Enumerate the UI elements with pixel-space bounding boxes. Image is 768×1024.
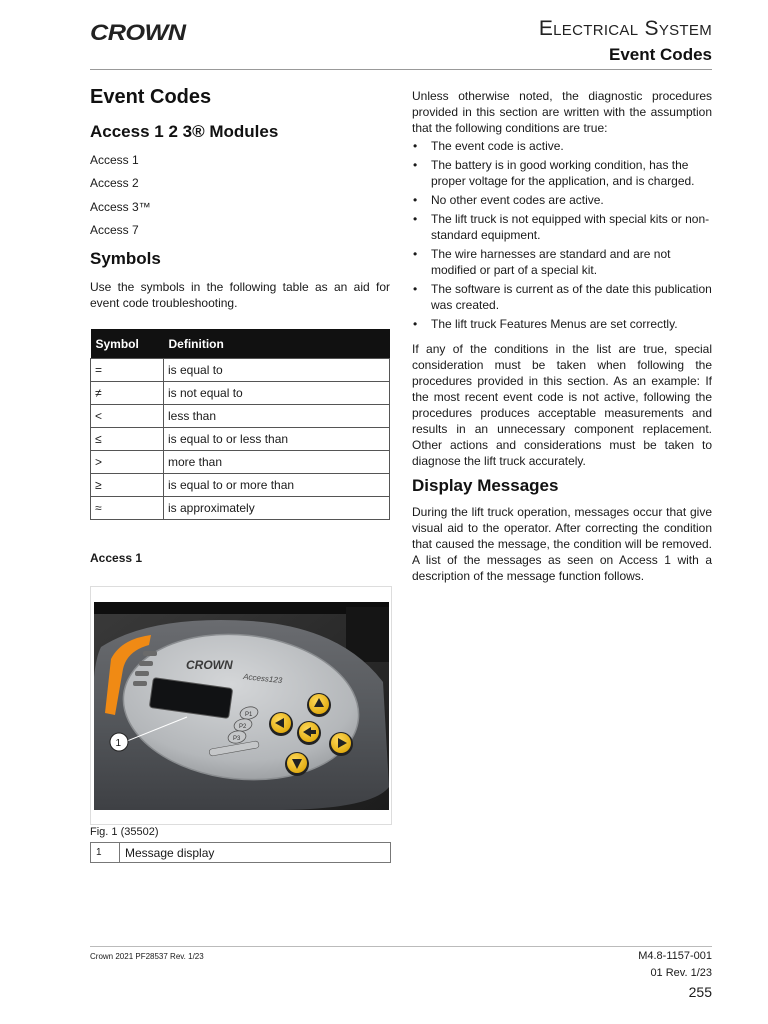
- panel-brand-text: Access123: [242, 672, 283, 686]
- assumptions-intro: Unless otherwise noted, the diagnostic procedures provided in this section are written with the assumption that the following conditions are true:: [412, 89, 712, 135]
- list-item: Access 3™: [90, 199, 151, 214]
- access1-panel-photo: [91, 587, 391, 824]
- list-item: • The lift truck Features Menus are set correctly.: [412, 316, 712, 332]
- definition-cell: is equal to or less than: [164, 428, 390, 451]
- figure-section-heading: Access 1: [90, 551, 143, 565]
- modules-heading: Access 1 2 3® Modules: [90, 122, 279, 141]
- legend-text: Message display: [120, 843, 391, 863]
- callout-number: 1: [115, 738, 122, 749]
- section-title: Electrical System: [538, 17, 712, 40]
- display-messages-heading: Display Messages: [412, 476, 559, 495]
- table-row: [91, 451, 390, 474]
- header-divider: [90, 69, 712, 70]
- definition-cell: more than: [164, 451, 390, 474]
- definition-cell: less than: [164, 405, 390, 428]
- footer-divider: [90, 946, 712, 947]
- symbols-intro: Use the symbols in the following table as an aid for event code troubleshooting.: [90, 280, 390, 310]
- table-row: [91, 382, 390, 405]
- symbol-cell: ≠: [91, 382, 164, 405]
- p1-label: P1: [245, 712, 253, 718]
- p3-label: P3: [233, 736, 241, 742]
- list-item: Access 2: [90, 176, 139, 191]
- footer-copyright: Crown 2021 PF28537 Rev. 1/23: [90, 952, 204, 961]
- table-row: [91, 359, 390, 382]
- page-title: Event Codes: [90, 86, 212, 108]
- list-item: • The battery is in good working condition, has the proper voltage for the application, and is charged.: [412, 157, 712, 189]
- table-row: [91, 405, 390, 428]
- legend-number: 1: [91, 843, 120, 863]
- table-header-row: [91, 329, 390, 359]
- access-module-list: [90, 152, 151, 246]
- symbol-cell: ≤: [91, 428, 164, 451]
- display-messages-paragraph: During the lift truck operation, messages occur that give visual aid to the operator. After correcting the condition that caused the message, the condition will be removed. A list of the messages as seen on Access 1 with a description of the message function follows.: [412, 505, 712, 583]
- crown-logo: CROWN: [90, 20, 186, 45]
- symbols-heading: Symbols: [90, 249, 161, 268]
- page-number: 255: [688, 984, 712, 1000]
- figure-caption: Fig. 1 (35502): [90, 826, 159, 838]
- figure-frame: [90, 586, 392, 825]
- list-item: • The software is current as of the date this publication was created.: [412, 281, 712, 313]
- section-subtitle: Event Codes: [609, 45, 712, 64]
- column-header-definition: Definition: [164, 329, 390, 359]
- table-row: [91, 843, 391, 863]
- list-item: • No other event codes are active.: [412, 192, 712, 208]
- table-row: [91, 428, 390, 451]
- symbol-cell: <: [91, 405, 164, 428]
- footer-revision: 01 Rev. 1/23: [650, 967, 712, 979]
- conditions-list: [412, 138, 712, 335]
- definition-cell: is equal to or more than: [164, 474, 390, 497]
- list-item: Access 7: [90, 223, 139, 238]
- symbol-cell: =: [91, 359, 164, 382]
- figure-legend: [90, 842, 391, 863]
- list-item: • The event code is active.: [412, 138, 712, 154]
- list-item: • The lift truck is not equipped with special kits or non-standard equipment.: [412, 211, 712, 243]
- conditions-paragraph: If any of the conditions in the list are true, special consideration must be taken when following the procedures provided in this section. As an example: If the most recent event code is not active, following the procedures produces acceptable measurements and results in an unnecessary component replacement. Other actions and considerations must be taken to diagnose the lift truck accurately.: [412, 342, 712, 468]
- definition-cell: is approximately: [164, 497, 390, 520]
- list-item: Access 1: [90, 153, 139, 167]
- symbol-cell: ≥: [91, 474, 164, 497]
- symbol-cell: ≈: [91, 497, 164, 520]
- table-row: [91, 497, 390, 520]
- p2-label: P2: [239, 724, 247, 730]
- column-header-symbol: Symbol: [91, 329, 164, 359]
- definition-cell: is equal to: [164, 359, 390, 382]
- list-item: • The wire harnesses are standard and are not modified or part of a special kit.: [412, 246, 712, 278]
- table-row: [91, 474, 390, 497]
- definition-cell: is not equal to: [164, 382, 390, 405]
- panel-logo-text: CROWN: [186, 658, 233, 672]
- symbol-cell: >: [91, 451, 164, 474]
- footer-doc-number: M4.8-1157-001: [638, 950, 712, 962]
- symbols-table: [90, 329, 390, 520]
